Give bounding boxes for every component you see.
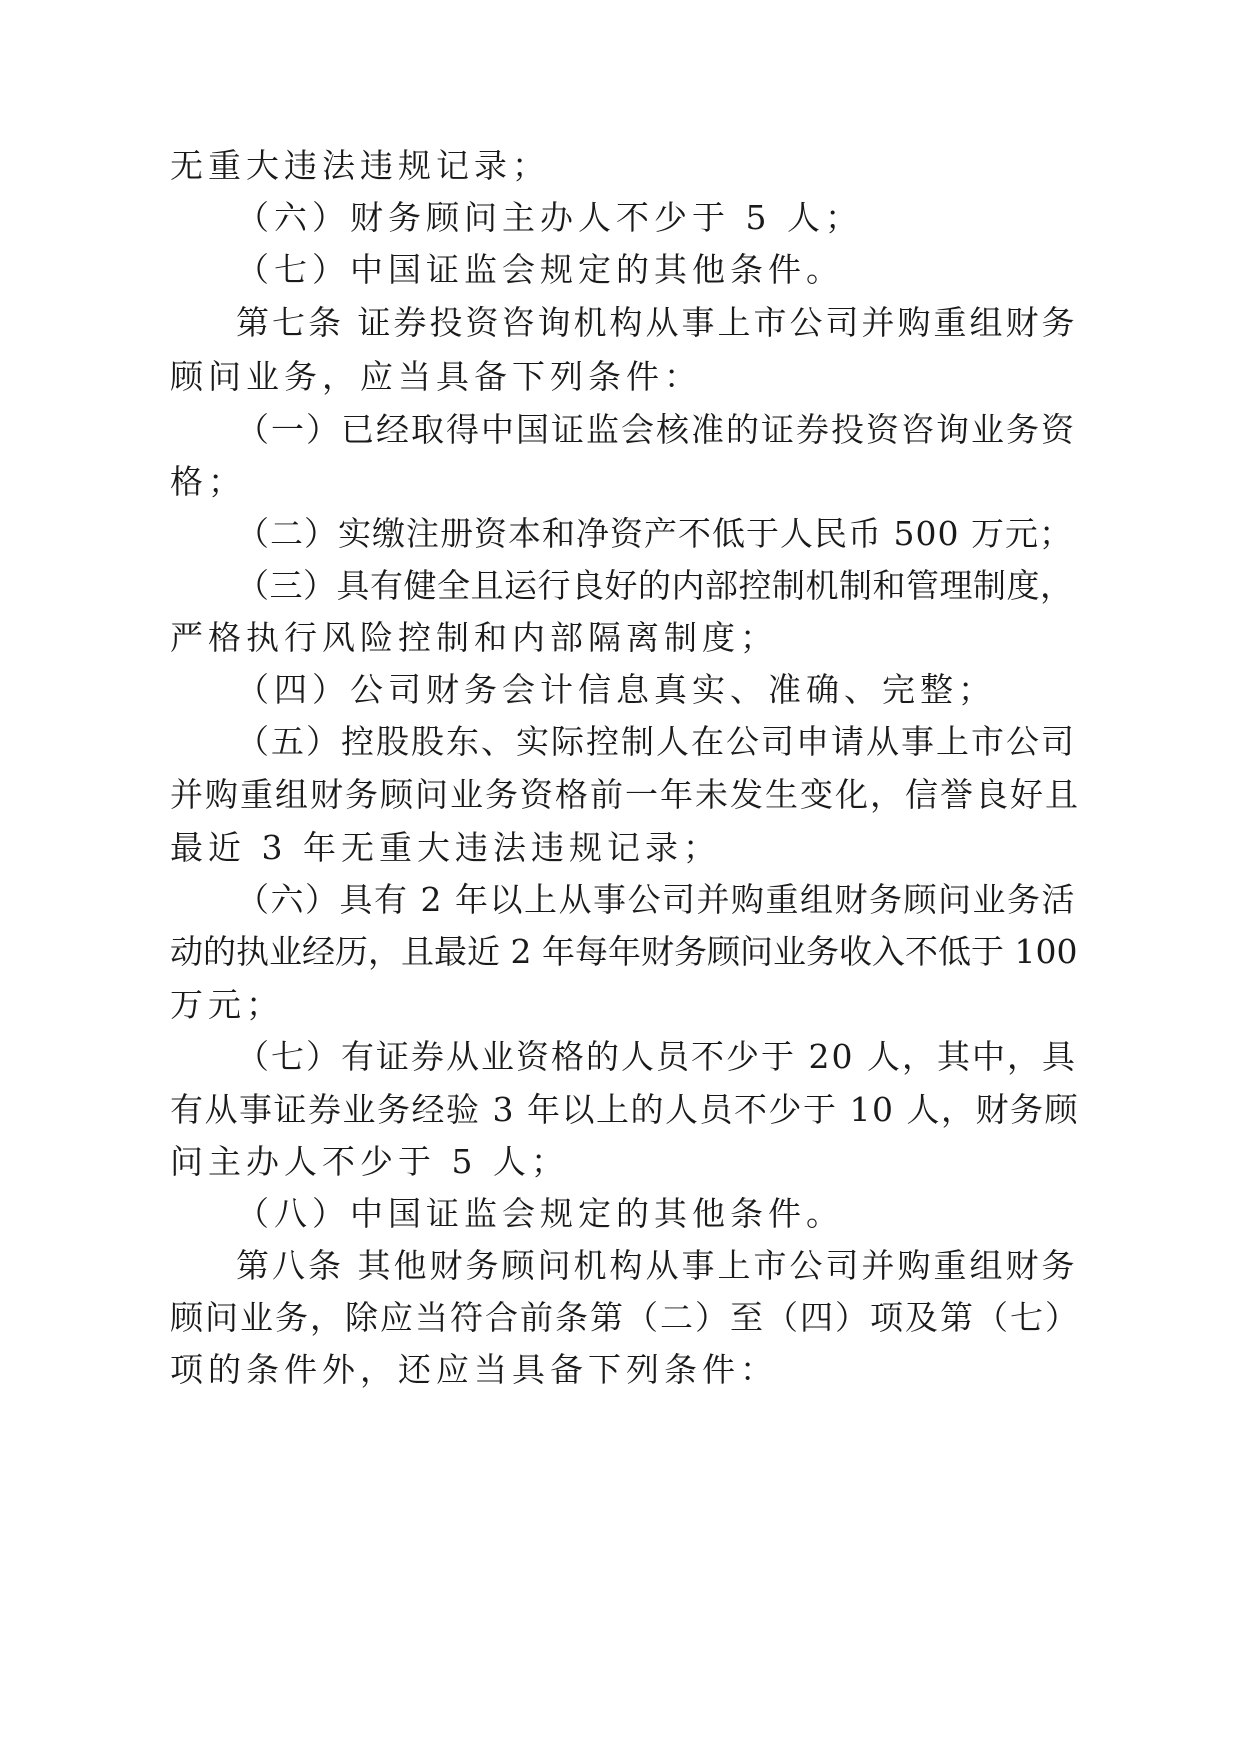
article-heading-line: 第八条 其他财务顾问机构从事上市公司并购重组财务 [236,1246,1078,1285]
text-line: 万元； [170,985,284,1024]
list-item: （二）实缴注册资本和净资产不低于人民币 500 万元； [236,514,1073,553]
text-line: 格； [170,462,246,501]
list-item: （六）财务顾问主办人不少于 5 人； [236,198,863,237]
article-heading-line: 第七条 证券投资咨询机构从事上市公司并购重组财务 [236,303,1078,342]
text-line: 顾问业务，除应当符合前条第（二）至（四）项及第（七） [170,1298,1080,1337]
list-item: （五）控股股东、实际控制人在公司申请从事上市公司 [236,722,1076,761]
text-line: 严格执行风险控制和内部隔离制度； [170,618,778,657]
text-line: 顾问业务，应当具备下列条件： [170,357,702,396]
list-item: （六）具有 2 年以上从事公司并购重组财务顾问业务活 [236,880,1076,919]
text-line: 项的条件外，还应当具备下列条件： [170,1350,778,1389]
list-item: （七）中国证监会规定的其他条件。 [236,250,844,289]
text-line: 无重大违法违规记录； [170,146,550,185]
text-line: 最近 3 年无重大违法违规记录； [170,828,721,867]
list-item: （一）已经取得中国证监会核准的证券投资咨询业务资 [236,410,1076,449]
list-item: （八）中国证监会规定的其他条件。 [236,1194,844,1233]
list-item: （三）具有健全且运行良好的内部控制机制和管理制度， [236,566,1074,605]
list-item: （七）有证券从业资格的人员不少于 20 人，其中，具 [236,1037,1077,1076]
text-line: 问主办人不少于 5 人； [170,1142,569,1181]
text-line: 有从事证券业务经验 3 年以上的人员不少于 10 人，财务顾 [170,1090,1079,1129]
text-line: 动的执业经历，且最近 2 年每年财务顾问业务收入不低于 100 [170,932,1078,971]
text-line: 并购重组财务顾问业务资格前一年未发生变化，信誉良好且 [170,775,1080,814]
list-item: （四）公司财务会计信息真实、准确、完整； [236,670,996,709]
